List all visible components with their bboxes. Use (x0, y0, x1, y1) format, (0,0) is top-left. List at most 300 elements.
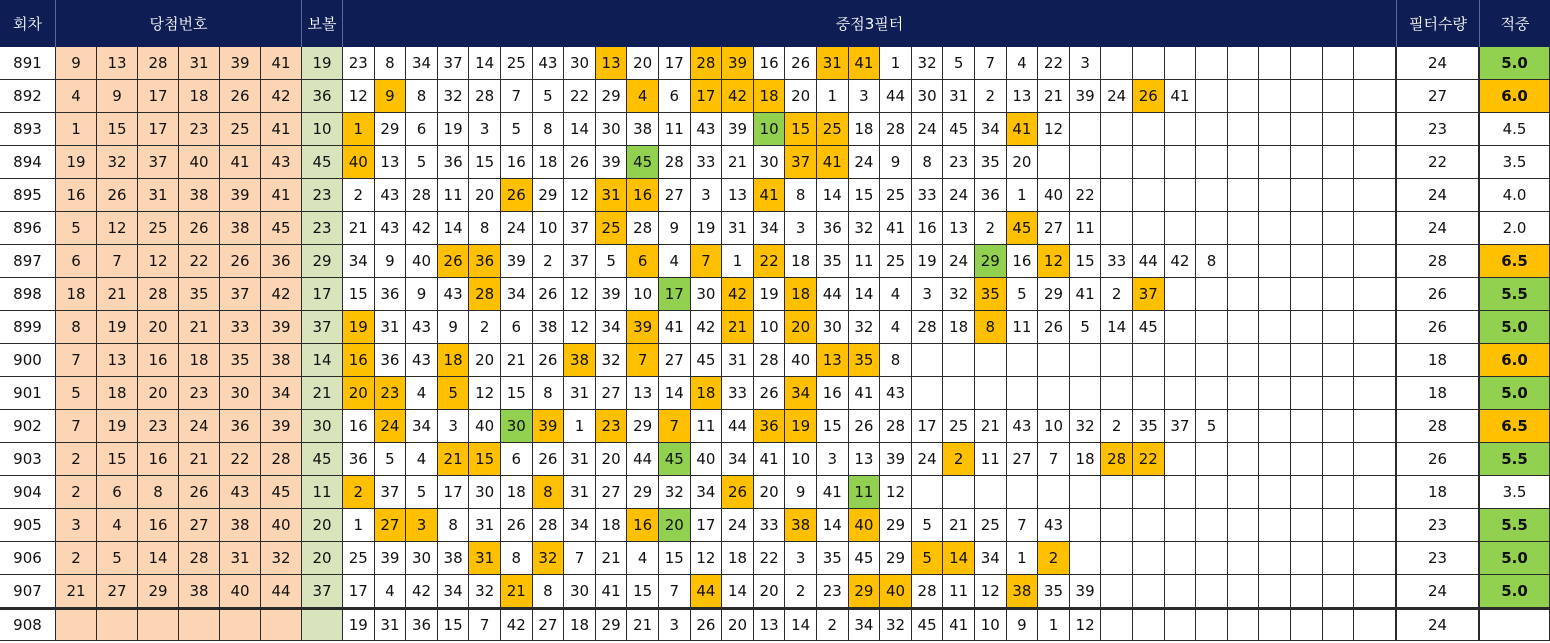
filter-number-cell[interactable]: 39 (375, 542, 407, 575)
round-cell[interactable]: 892 (0, 80, 56, 113)
filter-number-cell[interactable] (1291, 47, 1323, 80)
filter-number-cell[interactable]: 2 (343, 179, 375, 212)
accuracy-cell[interactable]: 5.0 (1480, 47, 1550, 80)
filter-number-cell[interactable] (1101, 146, 1133, 179)
filter-number-cell[interactable]: 39 (722, 47, 754, 80)
filter-number-cell[interactable]: 10 (627, 278, 659, 311)
filter-number-cell[interactable]: 8 (912, 146, 944, 179)
winning-number-cell[interactable]: 35 (220, 344, 261, 377)
accuracy-cell[interactable]: 2.0 (1480, 212, 1550, 245)
filter-number-cell[interactable]: 2 (817, 608, 849, 641)
filter-number-cell[interactable] (1354, 146, 1397, 179)
filter-number-cell[interactable]: 18 (691, 377, 723, 410)
filter-number-cell[interactable]: 9 (659, 212, 691, 245)
filter-number-cell[interactable]: 34 (975, 113, 1007, 146)
filter-number-cell[interactable] (1101, 608, 1133, 641)
filter-number-cell[interactable]: 39 (533, 410, 565, 443)
filter-number-cell[interactable]: 20 (659, 509, 691, 542)
filter-number-cell[interactable] (1259, 608, 1291, 641)
filter-number-cell[interactable]: 22 (1133, 443, 1165, 476)
filter-number-cell[interactable]: 11 (975, 443, 1007, 476)
bonus-number-cell[interactable]: 17 (302, 278, 343, 311)
filter-number-cell[interactable] (1291, 311, 1323, 344)
filter-number-cell[interactable]: 2 (943, 443, 975, 476)
filter-number-cell[interactable]: 45 (659, 443, 691, 476)
filter-number-cell[interactable]: 11 (691, 410, 723, 443)
filter-count-cell[interactable]: 24 (1397, 47, 1480, 80)
filter-number-cell[interactable]: 7 (1038, 443, 1070, 476)
filter-number-cell[interactable] (1038, 146, 1070, 179)
filter-number-cell[interactable]: 41 (1070, 278, 1102, 311)
filter-number-cell[interactable] (1133, 575, 1165, 608)
winning-number-cell[interactable]: 32 (261, 542, 302, 575)
filter-number-cell[interactable]: 33 (691, 146, 723, 179)
filter-number-cell[interactable]: 33 (754, 509, 786, 542)
round-cell[interactable]: 898 (0, 278, 56, 311)
filter-number-cell[interactable]: 9 (438, 311, 470, 344)
filter-number-cell[interactable]: 36 (438, 146, 470, 179)
filter-number-cell[interactable]: 34 (754, 212, 786, 245)
filter-number-cell[interactable]: 11 (659, 113, 691, 146)
filter-number-cell[interactable]: 43 (438, 278, 470, 311)
filter-number-cell[interactable] (1291, 443, 1323, 476)
filter-number-cell[interactable]: 26 (1133, 80, 1165, 113)
filter-number-cell[interactable]: 1 (343, 113, 375, 146)
filter-number-cell[interactable]: 16 (627, 509, 659, 542)
filter-number-cell[interactable] (1354, 80, 1397, 113)
filter-number-cell[interactable]: 39 (1070, 575, 1102, 608)
filter-number-cell[interactable] (1291, 575, 1323, 608)
bonus-number-cell[interactable]: 45 (302, 146, 343, 179)
filter-number-cell[interactable]: 23 (343, 47, 375, 80)
filter-number-cell[interactable]: 31 (564, 476, 596, 509)
winning-number-cell[interactable]: 37 (220, 278, 261, 311)
winning-number-cell[interactable]: 25 (138, 212, 179, 245)
filter-number-cell[interactable] (1228, 212, 1260, 245)
filter-number-cell[interactable] (1323, 608, 1355, 641)
filter-number-cell[interactable]: 27 (375, 509, 407, 542)
filter-number-cell[interactable] (1165, 278, 1197, 311)
filter-number-cell[interactable]: 28 (880, 410, 912, 443)
round-cell[interactable]: 894 (0, 146, 56, 179)
filter-number-cell[interactable]: 16 (1007, 245, 1039, 278)
filter-number-cell[interactable]: 2 (533, 245, 565, 278)
filter-number-cell[interactable]: 25 (975, 509, 1007, 542)
filter-number-cell[interactable]: 14 (564, 113, 596, 146)
filter-number-cell[interactable]: 41 (596, 575, 628, 608)
filter-number-cell[interactable] (1259, 113, 1291, 146)
winning-number-cell[interactable]: 18 (56, 278, 97, 311)
filter-number-cell[interactable]: 41 (1165, 80, 1197, 113)
filter-number-cell[interactable] (912, 377, 944, 410)
filter-number-cell[interactable]: 2 (785, 575, 817, 608)
filter-number-cell[interactable]: 12 (1070, 608, 1102, 641)
filter-number-cell[interactable]: 32 (849, 311, 881, 344)
filter-number-cell[interactable] (1133, 377, 1165, 410)
filter-count-cell[interactable]: 28 (1397, 245, 1480, 278)
filter-number-cell[interactable]: 38 (1007, 575, 1039, 608)
filter-number-cell[interactable]: 42 (722, 80, 754, 113)
winning-number-cell[interactable]: 30 (220, 377, 261, 410)
filter-number-cell[interactable]: 43 (1007, 410, 1039, 443)
filter-number-cell[interactable] (1133, 146, 1165, 179)
filter-number-cell[interactable]: 5 (912, 509, 944, 542)
filter-number-cell[interactable] (943, 344, 975, 377)
filter-number-cell[interactable]: 33 (912, 179, 944, 212)
filter-number-cell[interactable]: 44 (880, 80, 912, 113)
filter-number-cell[interactable]: 35 (817, 245, 849, 278)
filter-number-cell[interactable]: 36 (754, 410, 786, 443)
filter-number-cell[interactable]: 28 (627, 212, 659, 245)
filter-number-cell[interactable]: 21 (596, 542, 628, 575)
filter-number-cell[interactable]: 17 (659, 47, 691, 80)
filter-number-cell[interactable]: 5 (501, 113, 533, 146)
filter-number-cell[interactable]: 43 (375, 179, 407, 212)
filter-number-cell[interactable] (912, 476, 944, 509)
filter-number-cell[interactable]: 34 (785, 377, 817, 410)
filter-number-cell[interactable] (1259, 278, 1291, 311)
winning-number-cell[interactable] (97, 608, 138, 641)
filter-number-cell[interactable]: 14 (785, 608, 817, 641)
filter-number-cell[interactable]: 13 (375, 146, 407, 179)
bonus-number-cell[interactable]: 19 (302, 47, 343, 80)
filter-number-cell[interactable]: 35 (1038, 575, 1070, 608)
filter-number-cell[interactable]: 24 (722, 509, 754, 542)
filter-number-cell[interactable] (1007, 377, 1039, 410)
accuracy-cell[interactable]: 3.5 (1480, 146, 1550, 179)
filter-number-cell[interactable]: 45 (849, 542, 881, 575)
winning-number-cell[interactable]: 18 (97, 377, 138, 410)
filter-number-cell[interactable]: 1 (1038, 608, 1070, 641)
filter-number-cell[interactable] (1196, 542, 1228, 575)
filter-number-cell[interactable]: 28 (406, 179, 438, 212)
winning-number-cell[interactable]: 14 (138, 542, 179, 575)
filter-number-cell[interactable] (1133, 476, 1165, 509)
filter-number-cell[interactable]: 9 (406, 278, 438, 311)
filter-number-cell[interactable] (1291, 542, 1323, 575)
filter-number-cell[interactable]: 40 (785, 344, 817, 377)
winning-number-cell[interactable] (56, 608, 97, 641)
filter-number-cell[interactable] (1165, 608, 1197, 641)
filter-number-cell[interactable]: 37 (1165, 410, 1197, 443)
filter-number-cell[interactable]: 18 (754, 80, 786, 113)
round-cell[interactable]: 899 (0, 311, 56, 344)
filter-number-cell[interactable] (1165, 542, 1197, 575)
filter-number-cell[interactable]: 34 (691, 476, 723, 509)
filter-count-cell[interactable]: 18 (1397, 344, 1480, 377)
filter-number-cell[interactable] (1133, 542, 1165, 575)
filter-number-cell[interactable] (1291, 113, 1323, 146)
filter-number-cell[interactable]: 23 (817, 575, 849, 608)
winning-number-cell[interactable]: 19 (56, 146, 97, 179)
filter-number-cell[interactable] (1133, 179, 1165, 212)
bonus-number-cell[interactable]: 36 (302, 80, 343, 113)
filter-count-cell[interactable]: 26 (1397, 278, 1480, 311)
filter-number-cell[interactable]: 36 (375, 278, 407, 311)
filter-number-cell[interactable]: 42 (1165, 245, 1197, 278)
filter-number-cell[interactable]: 14 (1101, 311, 1133, 344)
accuracy-cell[interactable]: 4.5 (1480, 113, 1550, 146)
filter-number-cell[interactable]: 8 (1196, 245, 1228, 278)
filter-number-cell[interactable]: 35 (975, 278, 1007, 311)
winning-number-cell[interactable]: 7 (56, 410, 97, 443)
winning-number-cell[interactable] (261, 608, 302, 641)
filter-number-cell[interactable] (1354, 245, 1397, 278)
filter-number-cell[interactable]: 25 (343, 542, 375, 575)
filter-number-cell[interactable]: 32 (659, 476, 691, 509)
filter-number-cell[interactable]: 10 (975, 608, 1007, 641)
filter-number-cell[interactable]: 37 (1133, 278, 1165, 311)
filter-number-cell[interactable]: 18 (438, 344, 470, 377)
filter-number-cell[interactable]: 6 (627, 245, 659, 278)
filter-number-cell[interactable]: 19 (343, 608, 375, 641)
filter-number-cell[interactable]: 19 (691, 212, 723, 245)
filter-number-cell[interactable] (1291, 212, 1323, 245)
filter-number-cell[interactable] (1228, 113, 1260, 146)
round-cell[interactable]: 897 (0, 245, 56, 278)
filter-number-cell[interactable]: 4 (880, 278, 912, 311)
filter-number-cell[interactable]: 24 (943, 245, 975, 278)
winning-number-cell[interactable]: 4 (97, 509, 138, 542)
filter-number-cell[interactable] (1165, 344, 1197, 377)
filter-number-cell[interactable]: 31 (596, 179, 628, 212)
filter-number-cell[interactable]: 37 (438, 47, 470, 80)
filter-number-cell[interactable] (1354, 410, 1397, 443)
filter-number-cell[interactable] (1165, 443, 1197, 476)
filter-count-cell[interactable]: 24 (1397, 608, 1480, 641)
filter-number-cell[interactable] (1259, 344, 1291, 377)
filter-number-cell[interactable]: 40 (469, 410, 501, 443)
filter-number-cell[interactable]: 12 (1038, 245, 1070, 278)
filter-number-cell[interactable] (1354, 212, 1397, 245)
filter-number-cell[interactable]: 6 (501, 311, 533, 344)
filter-number-cell[interactable] (1259, 443, 1291, 476)
filter-number-cell[interactable]: 24 (912, 443, 944, 476)
filter-number-cell[interactable] (1259, 245, 1291, 278)
filter-number-cell[interactable] (1354, 311, 1397, 344)
filter-number-cell[interactable]: 27 (659, 179, 691, 212)
filter-number-cell[interactable]: 30 (596, 113, 628, 146)
filter-number-cell[interactable] (1228, 410, 1260, 443)
winning-number-cell[interactable]: 19 (97, 311, 138, 344)
winning-number-cell[interactable] (220, 608, 261, 641)
filter-number-cell[interactable] (1196, 377, 1228, 410)
filter-number-cell[interactable]: 10 (533, 212, 565, 245)
filter-number-cell[interactable] (1165, 377, 1197, 410)
accuracy-cell[interactable]: 5.0 (1480, 575, 1550, 608)
filter-number-cell[interactable]: 30 (564, 575, 596, 608)
filter-number-cell[interactable]: 26 (1038, 311, 1070, 344)
filter-number-cell[interactable]: 34 (564, 509, 596, 542)
filter-number-cell[interactable]: 8 (533, 113, 565, 146)
filter-number-cell[interactable]: 31 (469, 542, 501, 575)
filter-number-cell[interactable]: 26 (501, 509, 533, 542)
filter-number-cell[interactable]: 18 (1070, 443, 1102, 476)
filter-number-cell[interactable] (1354, 113, 1397, 146)
filter-number-cell[interactable] (1323, 278, 1355, 311)
winning-number-cell[interactable]: 40 (220, 575, 261, 608)
accuracy-cell[interactable]: 5.0 (1480, 311, 1550, 344)
winning-number-cell[interactable]: 31 (220, 542, 261, 575)
filter-number-cell[interactable] (1101, 179, 1133, 212)
filter-number-cell[interactable] (1228, 608, 1260, 641)
filter-number-cell[interactable] (1323, 509, 1355, 542)
winning-number-cell[interactable]: 16 (138, 344, 179, 377)
filter-number-cell[interactable]: 3 (785, 542, 817, 575)
winning-number-cell[interactable]: 3 (56, 509, 97, 542)
filter-number-cell[interactable]: 12 (564, 311, 596, 344)
filter-number-cell[interactable] (1354, 47, 1397, 80)
filter-number-cell[interactable]: 11 (438, 179, 470, 212)
filter-number-cell[interactable]: 45 (627, 146, 659, 179)
bonus-number-cell[interactable]: 37 (302, 575, 343, 608)
filter-number-cell[interactable]: 32 (912, 47, 944, 80)
filter-number-cell[interactable] (1196, 608, 1228, 641)
filter-number-cell[interactable]: 36 (975, 179, 1007, 212)
filter-count-cell[interactable]: 28 (1397, 410, 1480, 443)
filter-number-cell[interactable] (1038, 377, 1070, 410)
filter-number-cell[interactable]: 21 (343, 212, 375, 245)
filter-number-cell[interactable]: 10 (785, 443, 817, 476)
winning-number-cell[interactable]: 17 (138, 80, 179, 113)
filter-count-cell[interactable]: 18 (1397, 476, 1480, 509)
filter-number-cell[interactable]: 18 (785, 245, 817, 278)
accuracy-cell[interactable]: 5.5 (1480, 278, 1550, 311)
filter-number-cell[interactable]: 5 (406, 146, 438, 179)
filter-number-cell[interactable] (1259, 212, 1291, 245)
filter-number-cell[interactable]: 3 (659, 608, 691, 641)
filter-number-cell[interactable]: 19 (438, 113, 470, 146)
winning-number-cell[interactable]: 2 (56, 443, 97, 476)
filter-number-cell[interactable]: 4 (406, 443, 438, 476)
filter-number-cell[interactable] (1165, 179, 1197, 212)
filter-number-cell[interactable] (1323, 47, 1355, 80)
filter-number-cell[interactable]: 8 (406, 80, 438, 113)
filter-number-cell[interactable] (1291, 476, 1323, 509)
filter-number-cell[interactable]: 4 (627, 80, 659, 113)
filter-count-cell[interactable]: 23 (1397, 542, 1480, 575)
filter-number-cell[interactable]: 7 (975, 47, 1007, 80)
filter-number-cell[interactable]: 12 (564, 278, 596, 311)
filter-number-cell[interactable]: 14 (849, 278, 881, 311)
filter-number-cell[interactable]: 34 (849, 608, 881, 641)
filter-number-cell[interactable] (1354, 575, 1397, 608)
filter-number-cell[interactable] (1196, 278, 1228, 311)
filter-number-cell[interactable]: 18 (943, 311, 975, 344)
filter-number-cell[interactable]: 4 (880, 311, 912, 344)
filter-number-cell[interactable]: 25 (596, 212, 628, 245)
filter-number-cell[interactable]: 38 (564, 344, 596, 377)
filter-number-cell[interactable] (1228, 344, 1260, 377)
filter-number-cell[interactable]: 45 (1007, 212, 1039, 245)
filter-number-cell[interactable]: 34 (501, 278, 533, 311)
filter-number-cell[interactable]: 8 (880, 344, 912, 377)
winning-number-cell[interactable]: 27 (97, 575, 138, 608)
accuracy-cell[interactable]: 5.5 (1480, 443, 1550, 476)
filter-number-cell[interactable] (1354, 542, 1397, 575)
filter-number-cell[interactable]: 34 (438, 575, 470, 608)
filter-number-cell[interactable]: 27 (533, 608, 565, 641)
filter-number-cell[interactable]: 1 (343, 509, 375, 542)
filter-number-cell[interactable]: 26 (722, 476, 754, 509)
round-cell[interactable]: 893 (0, 113, 56, 146)
filter-number-cell[interactable]: 42 (406, 212, 438, 245)
filter-number-cell[interactable] (1354, 509, 1397, 542)
filter-number-cell[interactable]: 7 (469, 608, 501, 641)
winning-number-cell[interactable]: 20 (138, 377, 179, 410)
winning-number-cell[interactable]: 26 (97, 179, 138, 212)
winning-number-cell[interactable]: 23 (138, 410, 179, 443)
filter-number-cell[interactable] (1228, 245, 1260, 278)
filter-number-cell[interactable]: 27 (596, 476, 628, 509)
filter-number-cell[interactable] (975, 476, 1007, 509)
filter-number-cell[interactable]: 43 (375, 212, 407, 245)
filter-number-cell[interactable]: 35 (817, 542, 849, 575)
filter-number-cell[interactable]: 20 (785, 80, 817, 113)
filter-number-cell[interactable]: 11 (849, 245, 881, 278)
filter-number-cell[interactable]: 41 (943, 608, 975, 641)
round-cell[interactable]: 904 (0, 476, 56, 509)
winning-number-cell[interactable]: 12 (138, 245, 179, 278)
filter-number-cell[interactable]: 27 (1007, 443, 1039, 476)
filter-number-cell[interactable]: 19 (343, 311, 375, 344)
winning-number-cell[interactable]: 45 (261, 212, 302, 245)
winning-number-cell[interactable]: 45 (261, 476, 302, 509)
filter-number-cell[interactable]: 32 (533, 542, 565, 575)
filter-number-cell[interactable]: 10 (754, 311, 786, 344)
winning-number-cell[interactable]: 42 (261, 278, 302, 311)
winning-number-cell[interactable]: 16 (138, 509, 179, 542)
filter-number-cell[interactable]: 36 (469, 245, 501, 278)
winning-number-cell[interactable]: 26 (220, 245, 261, 278)
filter-number-cell[interactable] (1196, 212, 1228, 245)
filter-number-cell[interactable]: 19 (785, 410, 817, 443)
winning-number-cell[interactable]: 5 (56, 377, 97, 410)
filter-number-cell[interactable] (1101, 575, 1133, 608)
filter-number-cell[interactable] (1323, 476, 1355, 509)
winning-number-cell[interactable]: 22 (179, 245, 220, 278)
winning-number-cell[interactable]: 38 (220, 509, 261, 542)
filter-number-cell[interactable] (1291, 245, 1323, 278)
filter-number-cell[interactable]: 25 (943, 410, 975, 443)
filter-number-cell[interactable] (1196, 509, 1228, 542)
winning-number-cell[interactable]: 22 (220, 443, 261, 476)
filter-number-cell[interactable]: 39 (596, 278, 628, 311)
filter-number-cell[interactable]: 16 (343, 410, 375, 443)
filter-number-cell[interactable] (943, 476, 975, 509)
filter-number-cell[interactable] (1228, 278, 1260, 311)
filter-number-cell[interactable]: 29 (627, 410, 659, 443)
winning-number-cell[interactable]: 6 (97, 476, 138, 509)
filter-number-cell[interactable] (1070, 344, 1102, 377)
filter-number-cell[interactable]: 27 (596, 377, 628, 410)
winning-number-cell[interactable] (138, 608, 179, 641)
filter-number-cell[interactable]: 40 (691, 443, 723, 476)
filter-number-cell[interactable]: 6 (659, 80, 691, 113)
accuracy-cell[interactable]: 6.0 (1480, 344, 1550, 377)
filter-number-cell[interactable]: 2 (469, 311, 501, 344)
filter-number-cell[interactable]: 41 (849, 47, 881, 80)
winning-number-cell[interactable]: 5 (97, 542, 138, 575)
filter-number-cell[interactable]: 24 (943, 179, 975, 212)
filter-number-cell[interactable]: 7 (627, 344, 659, 377)
filter-number-cell[interactable]: 19 (754, 278, 786, 311)
filter-number-cell[interactable] (1228, 476, 1260, 509)
filter-number-cell[interactable] (1291, 344, 1323, 377)
winning-number-cell[interactable]: 39 (220, 179, 261, 212)
filter-number-cell[interactable] (1259, 80, 1291, 113)
filter-number-cell[interactable]: 15 (849, 179, 881, 212)
